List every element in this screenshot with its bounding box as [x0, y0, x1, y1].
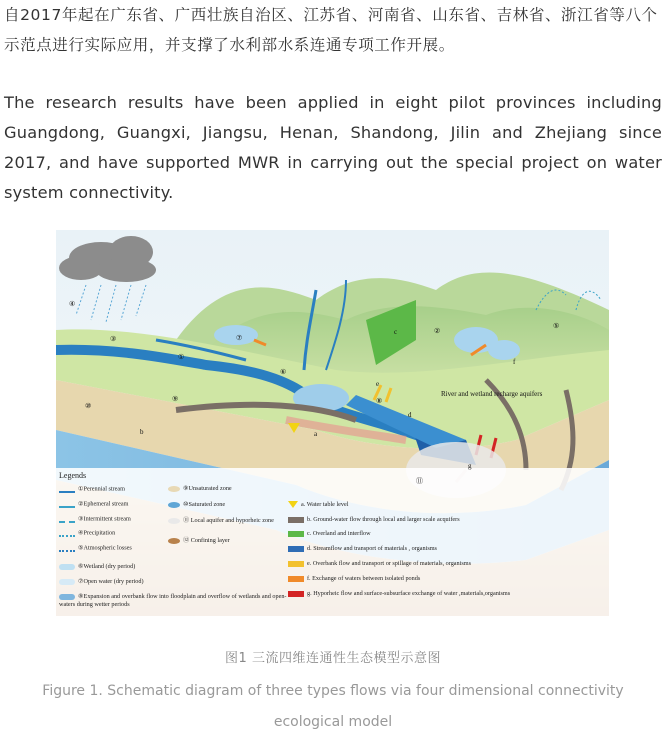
- label-3: ③: [110, 335, 117, 343]
- label-4: ④: [69, 300, 76, 308]
- label-1: ①: [178, 353, 185, 361]
- label-2: ②: [434, 327, 441, 335]
- paragraph-english: The research results have been applied in eight pilot provinces including Guangdong, Guangxi, Jiangsu, Henan, Shandong, Jilin and Zhejiang since 2017, and have supported MWR in carrying out the special project on water system connectivity.: [4, 93, 662, 202]
- legend-item: d. Streamflow and transport of materials , organisms: [288, 545, 437, 552]
- figure-caption-chinese: 图1 三流四维连通性生态模型示意图: [225, 651, 441, 666]
- legend-item: ⑥Wetland (dry period): [59, 563, 135, 570]
- label-7: ⑦: [236, 334, 243, 342]
- legend-item: ②Ephemeral stream: [59, 500, 128, 508]
- figure-caption-english: Figure 1. Schematic diagram of three types flows via four dimensional connectivity ecological model: [42, 683, 624, 730]
- legend-item: ⑪ Local aquifer and hyporheic zone: [168, 517, 283, 525]
- label-a: a: [314, 430, 318, 438]
- paragraph-chinese: 自2017年起在广东省、广西壮族自治区、江苏省、河南省、山东省、吉林省、浙江省等八个示范点进行实际应用，并支撑了水利部水系连通专项工作开展。: [4, 6, 658, 54]
- label-f: f: [513, 358, 516, 366]
- legend-item: ③Intermittent stream: [59, 515, 131, 523]
- label-river-recharge: River and wetland recharge aquifers: [441, 390, 543, 398]
- legend-item: ⑧Expansion and overbank flow into floodplain and overflow of wetlands and open-waters during wetter periods: [59, 593, 287, 608]
- legend-item: ⑦Open water (dry period): [59, 578, 144, 585]
- legend-item: g. Hyporheic flow and surface-subsurface exchange of water ,materials,organisms: [288, 590, 510, 597]
- schematic-figure: [56, 230, 609, 616]
- legend-item: b. Ground-water flow through local and larger scale acquifers: [288, 516, 460, 523]
- legend-item: ④Precipitation: [59, 529, 115, 537]
- label-c: c: [394, 328, 398, 336]
- legend-title: Legends: [59, 471, 87, 480]
- label-9: ⑨: [172, 395, 179, 403]
- label-8: ⑧: [376, 397, 383, 405]
- label-e: e: [376, 380, 380, 388]
- legend-item: ⑩Saturated zone: [168, 501, 225, 508]
- label-5: ⑤: [553, 322, 560, 330]
- legend-item: e. Overbank flow and transport or spillage of materials, organisms: [288, 560, 471, 567]
- legend-item: c. Overland and interflow: [288, 530, 371, 537]
- legend-item: f. Exchange of waters between isolated ponds: [288, 575, 420, 582]
- label-6: ⑥: [280, 368, 287, 376]
- legend-item: ⑫ Confining layer: [168, 535, 230, 544]
- legend-item: ①Perennial stream: [59, 485, 125, 493]
- label-d: d: [408, 411, 412, 419]
- label-11: ⑪: [416, 477, 423, 485]
- legend-item: ⑤Atmospheric losses: [59, 544, 132, 552]
- label-g: g: [468, 462, 472, 470]
- label-b: b: [140, 428, 144, 436]
- label-10: ⑩: [85, 402, 92, 410]
- legend-item: ⑨Unsaturated zone: [168, 485, 232, 492]
- schematic-illustration: [56, 230, 609, 616]
- legend-item: a. Water table level: [288, 501, 349, 508]
